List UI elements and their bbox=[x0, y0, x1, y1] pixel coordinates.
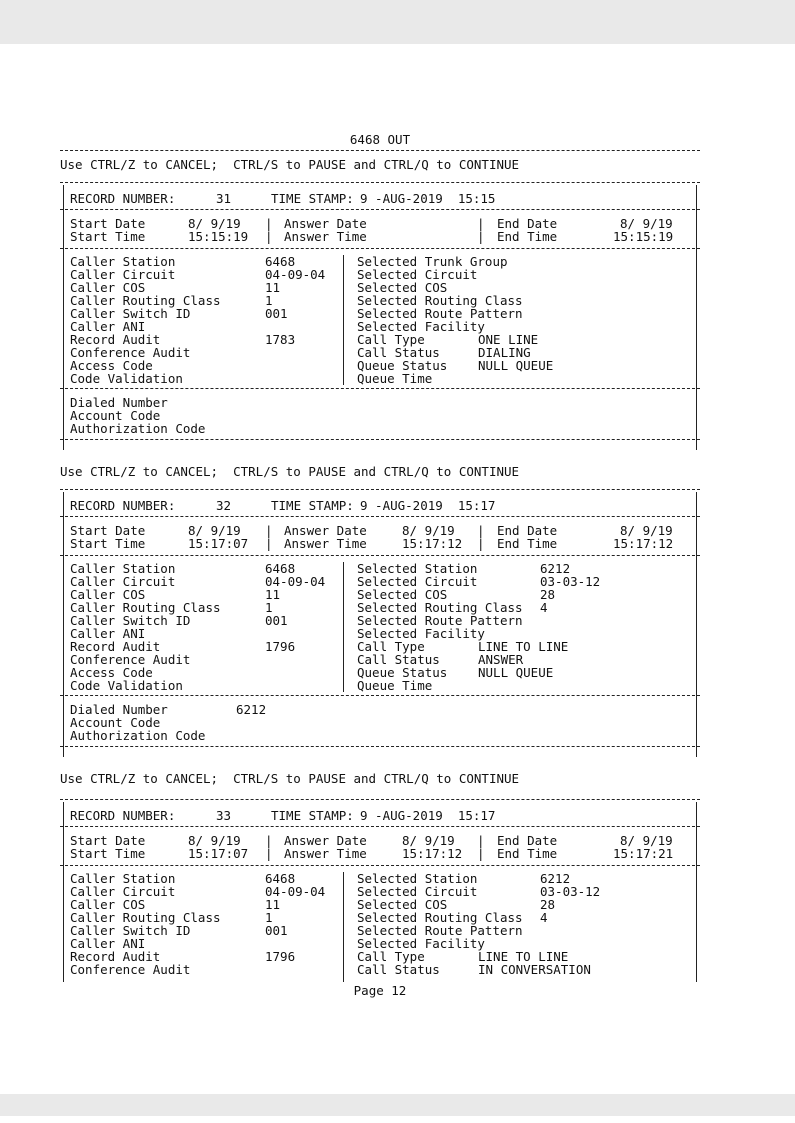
answer-date: 8/ 9/19 bbox=[402, 523, 455, 538]
record-number: 31 bbox=[216, 191, 232, 206]
divider bbox=[60, 799, 700, 800]
left-border bbox=[63, 492, 64, 757]
end-time-label: End Time bbox=[497, 229, 558, 244]
answer-time-label: Answer Time bbox=[284, 229, 367, 244]
end-time: 15:15:19 bbox=[613, 229, 674, 244]
end-time: 15:17:21 bbox=[613, 846, 674, 861]
caller-ani-label: Caller ANI bbox=[70, 936, 146, 951]
record-audit-value: 1796 bbox=[265, 639, 296, 654]
selected-circuit-label: Selected Circuit bbox=[357, 884, 478, 899]
call-type-label: Call Type bbox=[357, 639, 425, 654]
col-separator: | bbox=[265, 846, 273, 861]
record-audit-label: Record Audit bbox=[70, 949, 161, 964]
selected-route-pattern-label: Selected Route Pattern bbox=[357, 306, 523, 321]
dialed-number-value: 6212 bbox=[236, 702, 267, 717]
dialed-number-label: Dialed Number bbox=[70, 702, 168, 717]
call-type-label: Call Type bbox=[357, 949, 425, 964]
call-status-label: Call Status bbox=[357, 962, 440, 977]
col-separator: | bbox=[265, 229, 273, 244]
start-date-label: Start Date bbox=[70, 216, 146, 231]
answer-time: 15:17:12 bbox=[402, 536, 463, 551]
end-date: 8/ 9/19 bbox=[620, 833, 673, 848]
conference-audit-label: Conference Audit bbox=[70, 962, 191, 977]
selected-circuit-label: Selected Circuit bbox=[357, 267, 478, 282]
selected-routing-class-label: Selected Routing Class bbox=[357, 910, 523, 925]
col-separator: | bbox=[477, 229, 485, 244]
caller-station-label: Caller Station bbox=[70, 871, 176, 886]
caller-ani-label: Caller ANI bbox=[70, 626, 146, 641]
record-audit-label: Record Audit bbox=[70, 639, 161, 654]
access-code-label: Access Code bbox=[70, 665, 153, 680]
record-audit-label: Record Audit bbox=[70, 332, 161, 347]
selected-trunk-group-label: Selected Trunk Group bbox=[357, 254, 508, 269]
caller-cos-value: 11 bbox=[265, 587, 281, 602]
record-number-label: RECORD NUMBER: bbox=[70, 808, 176, 823]
selected-routing-class-label: Selected Routing Class bbox=[357, 600, 523, 615]
timestamp-label: TIME STAMP: bbox=[271, 498, 354, 513]
account-code-label: Account Code bbox=[70, 408, 161, 423]
end-time-label: End Time bbox=[497, 846, 558, 861]
caller-circuit-value: 04-09-04 bbox=[265, 267, 326, 282]
control-banner: Use CTRL/Z to CANCEL; CTRL/S to PAUSE and CTRL/Q to CONTINUE bbox=[60, 464, 520, 479]
selected-cos-value: 28 bbox=[540, 897, 556, 912]
selected-routing-class-value: 4 bbox=[540, 910, 548, 925]
selected-cos-label: Selected COS bbox=[357, 897, 448, 912]
selected-routing-class-value: 4 bbox=[540, 600, 548, 615]
selected-facility-label: Selected Facility bbox=[357, 319, 485, 334]
caller-switch-id-value: 001 bbox=[265, 923, 288, 938]
queue-status-value: NULL QUEUE bbox=[478, 665, 554, 680]
code-validation-label: Code Validation bbox=[70, 678, 183, 693]
caller-ani-label: Caller ANI bbox=[70, 319, 146, 334]
divider bbox=[60, 439, 700, 440]
selected-circuit-label: Selected Circuit bbox=[357, 574, 478, 589]
caller-circuit-label: Caller Circuit bbox=[70, 574, 176, 589]
answer-date-label: Answer Date bbox=[284, 523, 367, 538]
start-time-label: Start Time bbox=[70, 229, 146, 244]
queue-status-value: NULL QUEUE bbox=[478, 358, 554, 373]
right-border bbox=[696, 802, 697, 982]
end-date: 8/ 9/19 bbox=[620, 523, 673, 538]
start-date-label: Start Date bbox=[70, 833, 146, 848]
caller-circuit-value: 04-09-04 bbox=[265, 884, 326, 899]
code-validation-label: Code Validation bbox=[70, 371, 183, 386]
divider bbox=[60, 516, 700, 517]
call-status-label: Call Status bbox=[357, 345, 440, 360]
selected-route-pattern-label: Selected Route Pattern bbox=[357, 923, 523, 938]
call-status-label: Call Status bbox=[357, 652, 440, 667]
caller-switch-id-value: 001 bbox=[265, 306, 288, 321]
scan-top-band bbox=[0, 0, 795, 44]
answer-time-label: Answer Time bbox=[284, 536, 367, 551]
record-audit-value: 1796 bbox=[265, 949, 296, 964]
caller-cos-label: Caller COS bbox=[70, 280, 146, 295]
caller-routing-class-label: Caller Routing Class bbox=[70, 293, 221, 308]
caller-circuit-label: Caller Circuit bbox=[70, 267, 176, 282]
selected-station-value: 6212 bbox=[540, 561, 571, 576]
caller-switch-id-value: 001 bbox=[265, 613, 288, 628]
caller-circuit-value: 04-09-04 bbox=[265, 574, 326, 589]
caller-cos-label: Caller COS bbox=[70, 897, 146, 912]
right-border bbox=[696, 492, 697, 757]
caller-routing-class-value: 1 bbox=[265, 910, 273, 925]
conference-audit-label: Conference Audit bbox=[70, 652, 191, 667]
col-separator: | bbox=[265, 216, 273, 231]
caller-cos-value: 11 bbox=[265, 280, 281, 295]
selected-routing-class-label: Selected Routing Class bbox=[357, 293, 523, 308]
answer-time-label: Answer Time bbox=[284, 846, 367, 861]
record-number-label: RECORD NUMBER: bbox=[70, 191, 176, 206]
record-number: 33 bbox=[216, 808, 232, 823]
caller-station-value: 6468 bbox=[265, 254, 296, 269]
start-time-label: Start Time bbox=[70, 846, 146, 861]
caller-routing-class-label: Caller Routing Class bbox=[70, 600, 221, 615]
caller-switch-id-label: Caller Switch ID bbox=[70, 306, 191, 321]
caller-cos-label: Caller COS bbox=[70, 587, 146, 602]
selected-circuit-value: 03-03-12 bbox=[540, 574, 601, 589]
timestamp: 9 -AUG-2019 15:17 bbox=[360, 498, 496, 513]
caller-switch-id-label: Caller Switch ID bbox=[70, 613, 191, 628]
col-separator: | bbox=[477, 833, 485, 848]
col-separator: | bbox=[477, 216, 485, 231]
selected-station-label: Selected Station bbox=[357, 561, 478, 576]
divider bbox=[60, 182, 700, 183]
page-number: Page 12 bbox=[353, 983, 407, 998]
start-time: 15:17:07 bbox=[188, 536, 249, 551]
caller-switch-id-label: Caller Switch ID bbox=[70, 923, 191, 938]
caller-circuit-label: Caller Circuit bbox=[70, 884, 176, 899]
col-separator: | bbox=[477, 846, 485, 861]
start-time: 15:17:07 bbox=[188, 846, 249, 861]
selected-cos-label: Selected COS bbox=[357, 587, 448, 602]
queue-status-label: Queue Status bbox=[357, 358, 448, 373]
left-border bbox=[63, 185, 64, 450]
caller-station-label: Caller Station bbox=[70, 254, 176, 269]
timestamp-label: TIME STAMP: bbox=[271, 808, 354, 823]
start-date-label: Start Date bbox=[70, 523, 146, 538]
divider bbox=[60, 555, 700, 556]
caller-cos-value: 11 bbox=[265, 897, 281, 912]
record-number: 32 bbox=[216, 498, 232, 513]
conference-audit-label: Conference Audit bbox=[70, 345, 191, 360]
divider bbox=[60, 746, 700, 747]
divider bbox=[60, 489, 700, 490]
scan-bottom-band bbox=[0, 1094, 795, 1116]
call-type-value: ONE LINE bbox=[478, 332, 539, 347]
col-separator: | bbox=[265, 536, 273, 551]
column-divider bbox=[343, 255, 344, 385]
timestamp: 9 -AUG-2019 15:15 bbox=[360, 191, 496, 206]
control-banner: Use CTRL/Z to CANCEL; CTRL/S to PAUSE and CTRL/Q to CONTINUE bbox=[60, 157, 520, 172]
queue-time-label: Queue Time bbox=[357, 371, 433, 386]
timestamp: 9 -AUG-2019 15:17 bbox=[360, 808, 496, 823]
end-date-label: End Date bbox=[497, 216, 558, 231]
call-type-value: LINE TO LINE bbox=[478, 639, 569, 654]
caller-routing-class-label: Caller Routing Class bbox=[70, 910, 221, 925]
divider bbox=[60, 150, 700, 151]
caller-station-label: Caller Station bbox=[70, 561, 176, 576]
selected-station-value: 6212 bbox=[540, 871, 571, 886]
record-number-label: RECORD NUMBER: bbox=[70, 498, 176, 513]
start-date: 8/ 9/19 bbox=[188, 523, 241, 538]
col-separator: | bbox=[265, 833, 273, 848]
authorization-code-label: Authorization Code bbox=[70, 421, 206, 436]
divider bbox=[60, 209, 700, 210]
end-date-label: End Date bbox=[497, 523, 558, 538]
caller-station-value: 6468 bbox=[265, 871, 296, 886]
timestamp-label: TIME STAMP: bbox=[271, 191, 354, 206]
selected-route-pattern-label: Selected Route Pattern bbox=[357, 613, 523, 628]
caller-routing-class-value: 1 bbox=[265, 600, 273, 615]
call-status-value: DIALING bbox=[478, 345, 531, 360]
caller-station-value: 6468 bbox=[265, 561, 296, 576]
selected-circuit-value: 03-03-12 bbox=[540, 884, 601, 899]
selected-cos-value: 28 bbox=[540, 587, 556, 602]
report-title: 6468 OUT bbox=[349, 132, 411, 147]
divider bbox=[60, 388, 700, 389]
left-border bbox=[63, 802, 64, 982]
divider bbox=[60, 695, 700, 696]
right-border bbox=[696, 185, 697, 450]
divider bbox=[60, 826, 700, 827]
answer-date-label: Answer Date bbox=[284, 216, 367, 231]
caller-routing-class-value: 1 bbox=[265, 293, 273, 308]
access-code-label: Access Code bbox=[70, 358, 153, 373]
col-separator: | bbox=[477, 536, 485, 551]
selected-facility-label: Selected Facility bbox=[357, 936, 485, 951]
answer-date-label: Answer Date bbox=[284, 833, 367, 848]
control-banner: Use CTRL/Z to CANCEL; CTRL/S to PAUSE and CTRL/Q to CONTINUE bbox=[60, 771, 520, 786]
call-type-label: Call Type bbox=[357, 332, 425, 347]
column-divider bbox=[343, 562, 344, 692]
queue-time-label: Queue Time bbox=[357, 678, 433, 693]
call-status-value: IN CONVERSATION bbox=[478, 962, 591, 977]
start-date: 8/ 9/19 bbox=[188, 216, 241, 231]
start-date: 8/ 9/19 bbox=[188, 833, 241, 848]
queue-status-label: Queue Status bbox=[357, 665, 448, 680]
answer-time: 15:17:12 bbox=[402, 846, 463, 861]
end-date-label: End Date bbox=[497, 833, 558, 848]
end-date: 8/ 9/19 bbox=[620, 216, 673, 231]
dialed-number-label: Dialed Number bbox=[70, 395, 168, 410]
start-time: 15:15:19 bbox=[188, 229, 249, 244]
call-type-value: LINE TO LINE bbox=[478, 949, 569, 964]
answer-date: 8/ 9/19 bbox=[402, 833, 455, 848]
selected-facility-label: Selected Facility bbox=[357, 626, 485, 641]
selected-station-label: Selected Station bbox=[357, 871, 478, 886]
col-separator: | bbox=[477, 523, 485, 538]
account-code-label: Account Code bbox=[70, 715, 161, 730]
authorization-code-label: Authorization Code bbox=[70, 728, 206, 743]
call-status-value: ANSWER bbox=[478, 652, 524, 667]
selected-cos-label: Selected COS bbox=[357, 280, 448, 295]
col-separator: | bbox=[265, 523, 273, 538]
divider bbox=[60, 865, 700, 866]
start-time-label: Start Time bbox=[70, 536, 146, 551]
end-time-label: End Time bbox=[497, 536, 558, 551]
column-divider bbox=[343, 872, 344, 982]
end-time: 15:17:12 bbox=[613, 536, 674, 551]
record-audit-value: 1783 bbox=[265, 332, 296, 347]
divider bbox=[60, 248, 700, 249]
